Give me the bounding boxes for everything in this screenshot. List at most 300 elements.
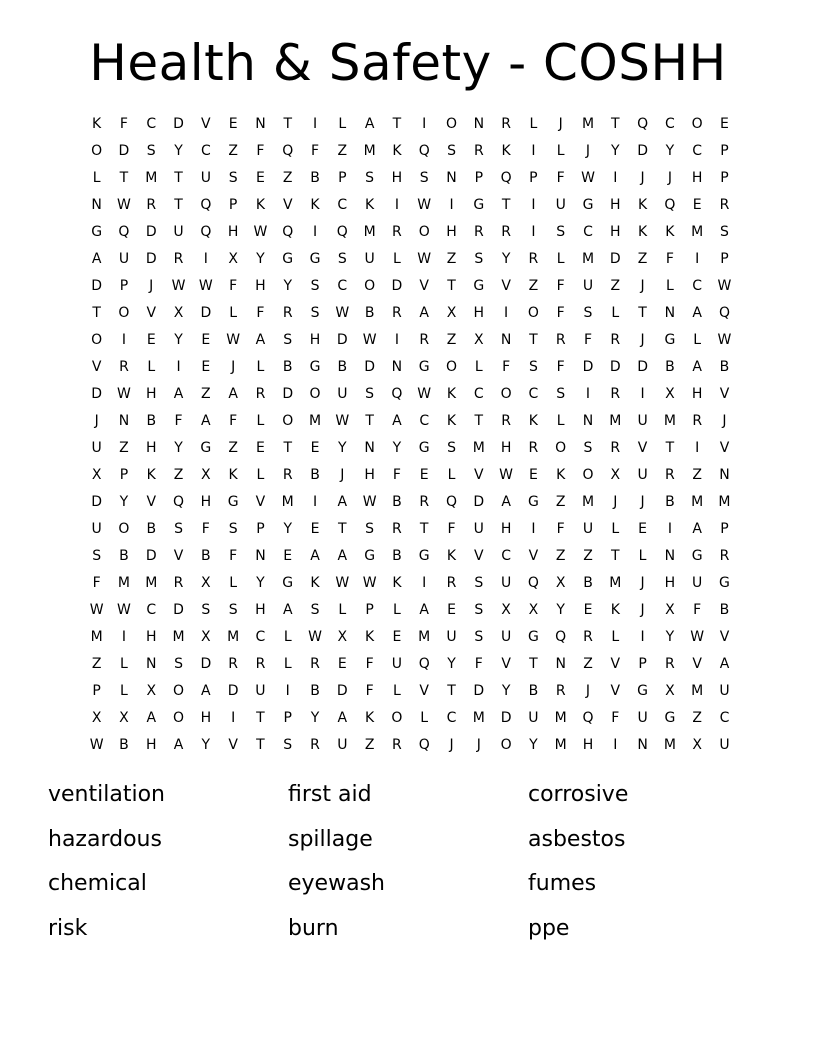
grid-letter: L: [474, 359, 483, 375]
grid-letter: J: [476, 737, 481, 753]
grid-letter: P: [529, 170, 538, 186]
grid-letter: W: [717, 332, 732, 348]
grid-letter: N: [664, 305, 676, 321]
grid-letter: G: [227, 494, 239, 510]
grid-letter: N: [255, 548, 266, 564]
grid-letter: U: [582, 278, 594, 294]
grid-row: [83, 705, 739, 732]
grid-letter: B: [665, 494, 675, 510]
grid-letter: N: [473, 116, 485, 132]
grid-letter: W: [226, 332, 241, 348]
grid-letter: V: [719, 629, 730, 645]
grid-letter: Q: [118, 224, 130, 240]
grid-letter: K: [556, 467, 566, 483]
grid-letter: M: [554, 710, 567, 726]
grid-letter: H: [227, 224, 239, 240]
grid-row: [83, 300, 739, 327]
grid-letter: S: [583, 440, 593, 456]
grid-letter: K: [392, 575, 402, 591]
grid-letter: E: [228, 116, 238, 132]
grid-letter: U: [364, 251, 375, 267]
grid-letter: O: [527, 305, 539, 321]
grid-letter: B: [392, 548, 402, 564]
grid-letter: G: [200, 440, 212, 456]
grid-letter: Y: [256, 251, 265, 267]
grid-letter: S: [365, 170, 375, 186]
grid-letter: M: [609, 413, 622, 429]
grid-letter: O: [173, 710, 185, 726]
grid-letter: M: [363, 143, 376, 159]
grid-letter: Q: [282, 224, 294, 240]
grid-letter: B: [282, 359, 293, 375]
word-list-item: eyewash: [288, 871, 385, 896]
grid-letter: R: [392, 737, 402, 753]
grid-letter: O: [91, 143, 103, 159]
grid-letter: W: [171, 278, 186, 294]
grid-letter: E: [447, 602, 456, 618]
grid-letter: S: [556, 224, 566, 240]
grid-letter: I: [585, 386, 591, 402]
grid-letter: W: [89, 737, 104, 753]
grid-letter: H: [145, 629, 157, 645]
grid-letter: Q: [582, 710, 594, 726]
grid-letter: M: [145, 170, 158, 186]
grid-letter: B: [665, 359, 675, 375]
grid-letter: S: [447, 440, 456, 456]
grid-letter: M: [172, 629, 185, 645]
grid-letter: M: [581, 251, 595, 267]
grid-letter: E: [256, 440, 265, 456]
grid-letter: U: [555, 197, 566, 213]
grid-letter: S: [283, 332, 293, 348]
grid-row: [83, 435, 739, 462]
grid-letter: Z: [637, 251, 648, 267]
grid-letter: D: [582, 359, 594, 375]
grid-letter: L: [393, 251, 401, 267]
grid-letter: C: [692, 278, 703, 294]
grid-letter: Y: [174, 440, 183, 456]
grid-letter: S: [419, 170, 429, 186]
grid-letter: V: [637, 440, 648, 456]
grid-letter: X: [201, 629, 211, 645]
grid-letter: R: [583, 629, 593, 645]
grid-letter: X: [528, 602, 539, 618]
grid-letter: F: [310, 143, 320, 159]
grid-letter: R: [719, 197, 730, 213]
grid-letter: D: [145, 251, 157, 267]
grid-row: [83, 732, 739, 759]
grid-letter: D: [145, 548, 157, 564]
grid-letter: P: [338, 170, 347, 186]
grid-letter: R: [310, 656, 320, 672]
grid-letter: N: [582, 413, 594, 429]
grid-letter: S: [556, 386, 566, 402]
grid-letter: Y: [283, 278, 292, 294]
grid-letter: R: [665, 467, 675, 483]
grid-letter: X: [501, 602, 511, 618]
grid-letter: R: [282, 467, 293, 483]
grid-letter: V: [501, 656, 511, 672]
grid-letter: U: [337, 386, 348, 402]
grid-letter: Q: [200, 224, 212, 240]
grid-letter: Y: [665, 143, 675, 159]
grid-letter: S: [228, 521, 238, 537]
grid-letter: G: [527, 494, 539, 510]
grid-letter: A: [201, 413, 211, 429]
grid-letter: Q: [637, 116, 649, 132]
grid-letter: Y: [283, 521, 292, 537]
grid-letter: V: [719, 386, 730, 402]
grid-letter: J: [640, 332, 645, 348]
grid-letter: K: [228, 467, 238, 483]
grid-letter: O: [91, 332, 103, 348]
grid-letter: Z: [610, 278, 621, 294]
grid-letter: B: [119, 737, 129, 753]
grid-letter: M: [691, 683, 704, 699]
grid-letter: O: [391, 710, 403, 726]
grid-row: [83, 462, 739, 489]
grid-letter: L: [229, 575, 238, 591]
grid-letter: T: [256, 710, 265, 726]
grid-letter: X: [119, 710, 129, 726]
grid-letter: M: [281, 494, 294, 510]
grid-letter: K: [365, 710, 375, 726]
grid-letter: H: [145, 737, 157, 753]
grid-letter: K: [446, 413, 457, 429]
grid-letter: L: [693, 332, 702, 348]
grid-letter: I: [640, 629, 645, 645]
grid-letter: K: [528, 413, 538, 429]
grid-letter: R: [173, 251, 184, 267]
grid-letter: L: [256, 467, 265, 483]
grid-letter: D: [173, 116, 184, 132]
grid-letter: E: [201, 332, 211, 348]
grid-letter: N: [555, 656, 566, 672]
grid-letter: W: [362, 494, 377, 510]
grid-letter: Z: [228, 143, 238, 159]
grid-letter: H: [200, 710, 212, 726]
grid-letter: G: [691, 548, 703, 564]
grid-letter: S: [720, 224, 729, 240]
grid-letter: A: [228, 386, 238, 402]
grid-letter: K: [446, 386, 457, 402]
grid-letter: A: [364, 116, 375, 132]
word-list-item: hazardous: [48, 826, 162, 852]
grid-letter: Q: [500, 170, 512, 186]
grid-letter: C: [146, 602, 157, 618]
grid-letter: F: [256, 305, 265, 321]
word-list-item: ventilation: [48, 782, 165, 807]
grid-row: [83, 597, 739, 624]
grid-letter: N: [91, 197, 102, 213]
grid-letter: D: [91, 386, 103, 402]
grid-letter: S: [447, 143, 456, 159]
grid-letter: Z: [119, 440, 129, 456]
grid-letter: T: [529, 656, 538, 672]
grid-letter: S: [474, 629, 484, 645]
grid-letter: J: [149, 278, 154, 294]
grid-letter: O: [500, 386, 512, 402]
grid-letter: M: [581, 494, 595, 510]
grid-letter: N: [446, 170, 457, 186]
grid-letter: N: [364, 440, 375, 456]
grid-letter: U: [473, 521, 484, 537]
grid-letter: Z: [555, 494, 566, 510]
grid-letter: K: [637, 224, 648, 240]
grid-letter: W: [253, 224, 268, 240]
grid-letter: H: [200, 494, 212, 510]
grid-letter: Y: [501, 251, 511, 267]
grid-letter: C: [583, 224, 593, 240]
grid-letter: J: [585, 143, 591, 159]
grid-letter: U: [582, 521, 594, 537]
grid-letter: I: [312, 116, 318, 132]
grid-letter: H: [610, 197, 621, 213]
grid-letter: U: [637, 467, 648, 483]
grid-letter: S: [474, 602, 484, 618]
grid-letter: H: [500, 440, 512, 456]
grid-letter: U: [91, 440, 102, 456]
grid-letter: W: [335, 413, 350, 429]
grid-letter: I: [667, 521, 672, 537]
grid-letter: E: [201, 359, 211, 375]
grid-letter: B: [201, 548, 211, 564]
grid-letter: G: [364, 548, 376, 564]
grid-letter: Y: [392, 440, 402, 456]
grid-letter: F: [365, 656, 374, 672]
grid-letter: D: [609, 359, 621, 375]
grid-letter: V: [91, 359, 102, 375]
grid-letter: D: [336, 332, 348, 348]
grid-letter: B: [392, 494, 402, 510]
grid-letter: T: [447, 683, 456, 699]
grid-letter: T: [529, 332, 538, 348]
grid-row: [83, 624, 739, 651]
grid-letter: D: [227, 683, 239, 699]
grid-letter: D: [200, 656, 212, 672]
grid-letter: N: [146, 656, 157, 672]
grid-letter: F: [447, 521, 456, 537]
grid-letter: H: [309, 332, 321, 348]
grid-letter: Q: [391, 386, 403, 402]
grid-letter: X: [146, 683, 157, 699]
grid-letter: G: [582, 197, 594, 213]
grid-letter: I: [203, 251, 208, 267]
grid-letter: B: [719, 359, 730, 375]
grid-letter: X: [665, 602, 675, 618]
grid-letter: B: [146, 521, 157, 537]
grid-letter: Z: [692, 710, 702, 726]
grid-letter: F: [556, 278, 565, 294]
grid-letter: U: [528, 710, 539, 726]
grid-letter: R: [473, 224, 484, 240]
grid-letter: F: [201, 521, 210, 537]
grid-letter: U: [692, 575, 703, 591]
grid-letter: J: [449, 737, 454, 753]
grid-letter: T: [611, 116, 620, 132]
grid-letter: R: [310, 737, 320, 753]
grid-letter: D: [637, 143, 648, 159]
grid-letter: Y: [665, 629, 675, 645]
grid-letter: Y: [501, 683, 511, 699]
grid-letter: Q: [555, 629, 567, 645]
grid-letter: M: [117, 575, 130, 591]
grid-letter: U: [200, 170, 211, 186]
grid-letter: F: [556, 305, 565, 321]
grid-letter: U: [446, 629, 457, 645]
grid-letter: X: [446, 305, 457, 321]
grid-letter: L: [338, 602, 347, 618]
grid-letter: Z: [282, 170, 293, 186]
grid-letter: W: [89, 602, 104, 618]
grid-letter: F: [693, 602, 702, 618]
grid-letter: F: [392, 467, 401, 483]
grid-letter: W: [417, 386, 432, 402]
grid-letter: L: [447, 467, 456, 483]
grid-letter: N: [500, 332, 512, 348]
grid-letter: D: [118, 143, 130, 159]
grid-letter: O: [118, 305, 130, 321]
grid-letter: O: [691, 116, 703, 132]
grid-letter: A: [392, 413, 402, 429]
grid-letter: J: [640, 278, 645, 294]
grid-letter: O: [445, 359, 458, 375]
grid-letter: Y: [556, 602, 565, 618]
grid-letter: B: [337, 359, 348, 375]
grid-letter: F: [256, 143, 265, 159]
grid-letter: T: [174, 170, 183, 186]
word-search-grid: [83, 111, 739, 759]
grid-letter: O: [309, 386, 321, 402]
grid-letter: I: [695, 440, 700, 456]
grid-letter: P: [638, 656, 647, 672]
grid-letter: B: [583, 575, 593, 591]
grid-letter: W: [198, 278, 213, 294]
grid-letter: M: [581, 116, 595, 132]
grid-letter: H: [610, 224, 621, 240]
grid-row: [83, 192, 739, 219]
grid-letter: L: [420, 710, 429, 726]
grid-letter: X: [610, 467, 621, 483]
grid-letter: B: [310, 467, 320, 483]
grid-letter: R: [392, 305, 402, 321]
grid-letter: P: [720, 251, 729, 267]
grid-letter: K: [392, 143, 402, 159]
grid-letter: K: [610, 602, 620, 618]
grid-letter: V: [282, 197, 293, 213]
grid-letter: U: [118, 251, 130, 267]
grid-letter: E: [310, 440, 320, 456]
grid-letter: Z: [446, 332, 457, 348]
word-list-item: chemical: [48, 871, 147, 896]
grid-letter: R: [419, 332, 430, 348]
grid-letter: T: [119, 170, 129, 186]
grid-letter: A: [173, 737, 184, 753]
grid-letter: O: [500, 737, 512, 753]
grid-letter: X: [474, 332, 484, 348]
grid-letter: A: [146, 710, 157, 726]
grid-letter: W: [308, 629, 322, 645]
grid-letter: U: [173, 224, 184, 240]
grid-letter: S: [146, 143, 156, 159]
grid-letter: G: [418, 548, 430, 564]
grid-letter: J: [585, 683, 591, 699]
grid-letter: G: [418, 359, 430, 375]
grid-letter: S: [174, 656, 183, 672]
grid-letter: F: [474, 656, 483, 672]
word-list-item: fumes: [528, 871, 597, 896]
grid-letter: O: [364, 278, 376, 294]
grid-letter: F: [556, 359, 565, 375]
grid-letter: P: [119, 278, 129, 294]
grid-letter: R: [610, 386, 621, 402]
grid-letter: V: [419, 683, 429, 699]
grid-letter: Y: [310, 710, 320, 726]
grid-letter: L: [229, 305, 238, 321]
grid-letter: S: [228, 602, 238, 618]
grid-letter: B: [310, 683, 320, 699]
grid-letter: W: [117, 386, 131, 402]
grid-letter: Q: [173, 494, 185, 510]
grid-letter: J: [231, 359, 236, 375]
grid-letter: O: [118, 521, 130, 537]
grid-letter: H: [145, 386, 157, 402]
grid-letter: H: [500, 521, 512, 537]
grid-letter: I: [121, 629, 127, 645]
grid-letter: F: [502, 359, 511, 375]
grid-letter: R: [119, 359, 129, 375]
grid-letter: I: [176, 359, 181, 375]
grid-letter: M: [691, 224, 704, 240]
grid-letter: J: [640, 494, 645, 510]
grid-letter: T: [419, 521, 429, 537]
grid-letter: G: [282, 251, 294, 267]
grid-letter: T: [392, 116, 402, 132]
grid-letter: Z: [201, 386, 211, 402]
grid-row: [83, 273, 739, 300]
grid-letter: K: [365, 197, 375, 213]
grid-letter: V: [228, 737, 238, 753]
grid-letter: S: [174, 521, 183, 537]
grid-letter: L: [338, 116, 347, 132]
grid-letter: Q: [418, 656, 430, 672]
grid-letter: M: [472, 440, 485, 456]
grid-letter: D: [609, 251, 621, 267]
grid-letter: P: [119, 467, 129, 483]
grid-letter: V: [255, 494, 266, 510]
grid-letter: X: [692, 737, 702, 753]
grid-letter: I: [312, 494, 318, 510]
grid-letter: X: [665, 683, 675, 699]
grid-letter: J: [340, 467, 345, 483]
grid-letter: H: [691, 170, 703, 186]
grid-row: [83, 246, 739, 273]
grid-letter: X: [228, 251, 238, 267]
grid-letter: R: [146, 197, 157, 213]
grid-letter: Z: [446, 251, 457, 267]
grid-letter: G: [282, 575, 294, 591]
grid-letter: P: [720, 143, 729, 159]
grid-letter: R: [610, 332, 621, 348]
grid-letter: C: [255, 629, 266, 645]
grid-letter: M: [663, 413, 676, 429]
grid-letter: A: [419, 305, 429, 321]
grid-letter: Y: [174, 143, 183, 159]
grid-letter: H: [446, 224, 457, 240]
grid-letter: D: [336, 683, 348, 699]
grid-row: [83, 111, 739, 138]
grid-letter: V: [692, 656, 702, 672]
